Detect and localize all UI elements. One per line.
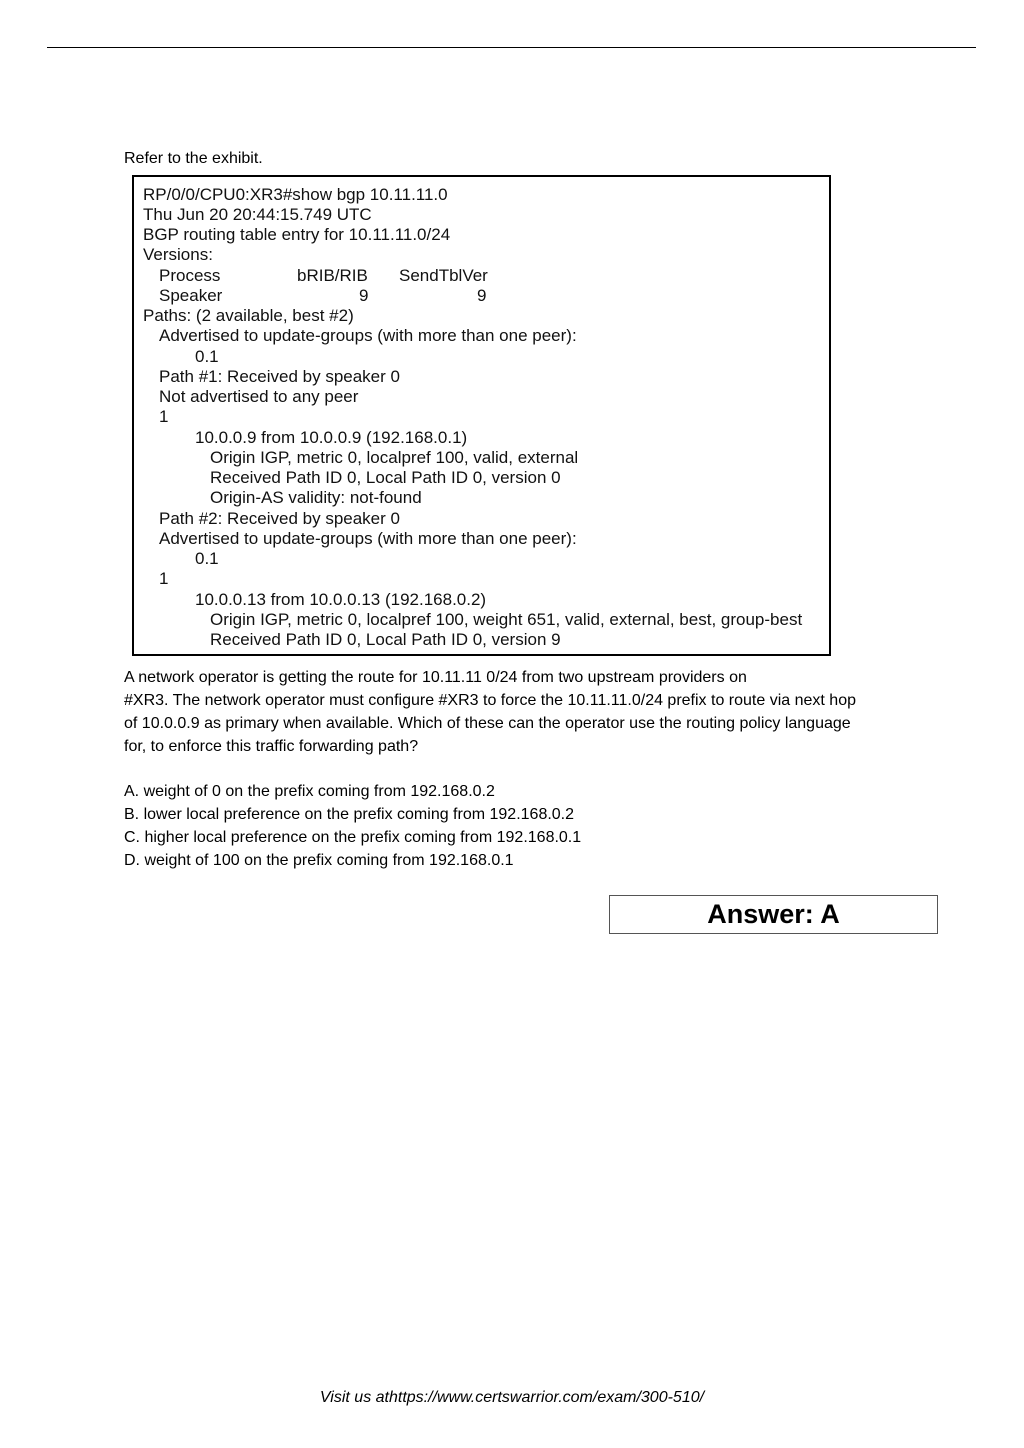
option-b: B. lower local preference on the prefix coming from 192.168.0.2 <box>124 806 575 823</box>
footer-link-text: Visit us athttps://www.certswarrior.com/exam/300-510/ <box>319 1389 705 1406</box>
exhibit-line: Versions: <box>143 245 213 264</box>
answer-box <box>609 895 938 934</box>
exhibit-line: RP/0/0/CPU0:XR3#show bgp 10.11.11.0 <box>143 185 448 204</box>
exhibit-line: 9 <box>477 286 487 305</box>
answer-options <box>124 780 581 872</box>
exhibit-line: Thu Jun 20 20:44:15.749 UTC <box>143 205 372 224</box>
exhibit-line: 10.0.0.13 from 10.0.0.13 (192.168.0.2) <box>195 590 487 609</box>
exhibit-line: Received Path ID 0, Local Path ID 0, version 0 <box>210 468 561 487</box>
exhibit-line: bRIB/RIB <box>297 266 368 285</box>
option-d: D. weight of 100 on the prefix coming from 192.168.0.1 <box>124 852 514 869</box>
exhibit-line: Origin IGP, metric 0, localpref 100, weight 651, valid, external, best, group-best <box>210 610 803 629</box>
exhibit-cli-output <box>132 175 831 656</box>
option-a: A. weight of 0 on the prefix coming from 192.168.0.2 <box>124 783 495 800</box>
exhibit-line: 1 <box>159 569 169 588</box>
exhibit-line: 10.0.0.9 from 10.0.0.9 (192.168.0.1) <box>195 428 468 447</box>
option-c: C. higher local preference on the prefix coming from 192.168.0.1 <box>124 829 582 846</box>
answer-label: Answer: A <box>707 899 840 929</box>
intro-text: Refer to the exhibit. <box>124 150 263 167</box>
exhibit-line: Received Path ID 0, Local Path ID 0, version 9 <box>210 630 561 649</box>
question-text <box>124 666 934 758</box>
exhibit-line: Paths: (2 available, best #2) <box>143 306 354 325</box>
question-line: A network operator is getting the route for 10.11.11 0/24 from two upstream providers on <box>124 669 747 686</box>
exhibit-line: Origin IGP, metric 0, localpref 100, valid, external <box>210 448 579 467</box>
exhibit-line: Advertised to update-groups (with more than one peer): <box>159 326 577 345</box>
exhibit-line: SendTblVer <box>399 266 488 285</box>
exhibit-line: Path #1: Received by speaker 0 <box>159 367 400 386</box>
exhibit-line: Not advertised to any peer <box>159 387 359 406</box>
exhibit-line: Origin-AS validity: not-found <box>210 488 422 507</box>
exhibit-line: BGP routing table entry for 10.11.11.0/24 <box>143 225 451 244</box>
exhibit-line: Advertised to update-groups (with more than one peer): <box>159 529 577 548</box>
exhibit-line: 0.1 <box>195 347 219 366</box>
exhibit-line: 9 <box>359 286 369 305</box>
top-divider <box>47 47 976 48</box>
exhibit-line: Speaker <box>159 286 223 305</box>
question-line: #XR3. The network operator must configure #XR3 to force the 10.11.11.0/24 prefix to route via next hop <box>124 692 856 709</box>
exhibit-line: 1 <box>159 407 169 426</box>
exhibit-line: Process <box>159 266 221 285</box>
exhibit-line: Path #2: Received by speaker 0 <box>159 509 400 528</box>
question-line: for, to enforce this traffic forwarding path? <box>124 738 419 755</box>
question-line: of 10.0.0.9 as primary when available. Which of these can the operator use the routing policy language <box>124 715 851 732</box>
exhibit-line: 0.1 <box>195 549 219 568</box>
